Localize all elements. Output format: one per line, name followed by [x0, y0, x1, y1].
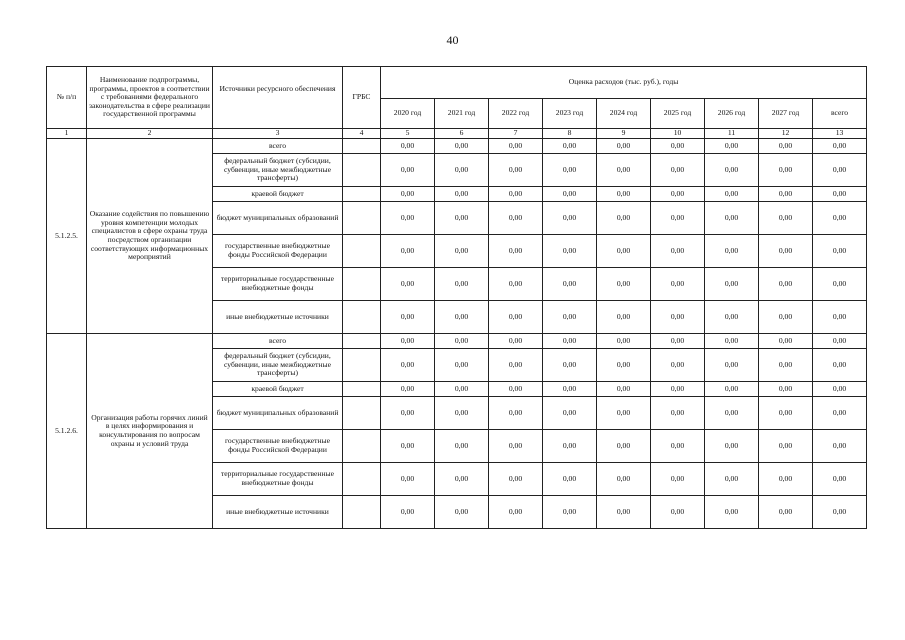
value-cell: 0,00 — [489, 397, 543, 430]
value-cell: 0,00 — [759, 349, 813, 382]
grbs-cell — [343, 202, 381, 235]
value-cell: 0,00 — [813, 382, 867, 397]
value-cell: 0,00 — [597, 268, 651, 301]
value-cell: 0,00 — [489, 382, 543, 397]
source-label: всего — [213, 139, 343, 154]
value-cell: 0,00 — [759, 235, 813, 268]
section-name: Организация работы горячих линий в целях информирования и консультирования по вопросам охраны и условий труда — [87, 334, 213, 529]
grbs-cell — [343, 463, 381, 496]
value-cell: 0,00 — [813, 154, 867, 187]
grbs-cell — [343, 235, 381, 268]
value-cell: 0,00 — [381, 397, 435, 430]
value-cell: 0,00 — [759, 139, 813, 154]
grbs-cell — [343, 382, 381, 397]
value-cell: 0,00 — [543, 139, 597, 154]
value-cell: 0,00 — [489, 334, 543, 349]
source-label: всего — [213, 334, 343, 349]
value-cell: 0,00 — [651, 430, 705, 463]
source-label: краевой бюджет — [213, 382, 343, 397]
value-cell: 0,00 — [543, 154, 597, 187]
value-cell: 0,00 — [381, 139, 435, 154]
header-year: 2025 год — [651, 99, 705, 129]
value-cell: 0,00 — [759, 334, 813, 349]
value-cell: 0,00 — [813, 139, 867, 154]
value-cell: 0,00 — [813, 430, 867, 463]
value-cell: 0,00 — [381, 496, 435, 529]
header-year: 2022 год — [489, 99, 543, 129]
value-cell: 0,00 — [381, 154, 435, 187]
column-index: 7 — [489, 129, 543, 139]
source-label: государственные внебюджетные фонды Российской Федерации — [213, 430, 343, 463]
value-cell: 0,00 — [381, 301, 435, 334]
value-cell: 0,00 — [543, 202, 597, 235]
value-cell: 0,00 — [813, 268, 867, 301]
header-estimate: Оценка расходов (тыс. руб.), годы — [381, 67, 867, 99]
grbs-cell — [343, 334, 381, 349]
value-cell: 0,00 — [597, 349, 651, 382]
value-cell: 0,00 — [435, 235, 489, 268]
source-label: иные внебюджетные источники — [213, 496, 343, 529]
value-cell: 0,00 — [651, 334, 705, 349]
header-year: 2027 год — [759, 99, 813, 129]
column-index: 8 — [543, 129, 597, 139]
value-cell: 0,00 — [489, 202, 543, 235]
value-cell: 0,00 — [651, 463, 705, 496]
value-cell: 0,00 — [705, 334, 759, 349]
value-cell: 0,00 — [435, 268, 489, 301]
value-cell: 0,00 — [489, 496, 543, 529]
value-cell: 0,00 — [813, 349, 867, 382]
value-cell: 0,00 — [705, 397, 759, 430]
column-index: 2 — [87, 129, 213, 139]
grbs-cell — [343, 301, 381, 334]
section-name: Оказание содействия по повышению уровня компетенции молодых специалистов в сфере охраны труда посредством организации соответствующих информационных мероприятий — [87, 139, 213, 334]
source-label: бюджет муниципальных образований — [213, 397, 343, 430]
grbs-cell — [343, 496, 381, 529]
value-cell: 0,00 — [489, 430, 543, 463]
value-cell: 0,00 — [597, 235, 651, 268]
value-cell: 0,00 — [813, 397, 867, 430]
column-index: 12 — [759, 129, 813, 139]
value-cell: 0,00 — [813, 187, 867, 202]
value-cell: 0,00 — [381, 430, 435, 463]
header-year: всего — [813, 99, 867, 129]
grbs-cell — [343, 397, 381, 430]
value-cell: 0,00 — [651, 187, 705, 202]
table-header — [47, 67, 867, 139]
value-cell: 0,00 — [813, 496, 867, 529]
value-cell: 0,00 — [759, 202, 813, 235]
source-label: территориальные государственные внебюджетные фонды — [213, 268, 343, 301]
value-cell: 0,00 — [705, 202, 759, 235]
value-cell: 0,00 — [597, 463, 651, 496]
grbs-cell — [343, 187, 381, 202]
column-index: 3 — [213, 129, 343, 139]
value-cell: 0,00 — [705, 349, 759, 382]
value-cell: 0,00 — [705, 154, 759, 187]
value-cell: 0,00 — [489, 301, 543, 334]
column-index: 6 — [435, 129, 489, 139]
value-cell: 0,00 — [597, 334, 651, 349]
value-cell: 0,00 — [597, 139, 651, 154]
value-cell: 0,00 — [705, 139, 759, 154]
value-cell: 0,00 — [381, 187, 435, 202]
table-body — [47, 139, 867, 529]
value-cell: 0,00 — [597, 301, 651, 334]
value-cell: 0,00 — [597, 187, 651, 202]
value-cell: 0,00 — [381, 349, 435, 382]
header-year: 2024 год — [597, 99, 651, 129]
value-cell: 0,00 — [543, 187, 597, 202]
value-cell: 0,00 — [651, 202, 705, 235]
value-cell: 0,00 — [651, 154, 705, 187]
value-cell: 0,00 — [489, 268, 543, 301]
value-cell: 0,00 — [813, 202, 867, 235]
column-index: 4 — [343, 129, 381, 139]
source-label: государственные внебюджетные фонды Российской Федерации — [213, 235, 343, 268]
value-cell: 0,00 — [543, 334, 597, 349]
value-cell: 0,00 — [705, 430, 759, 463]
budget-table — [46, 66, 867, 529]
value-cell: 0,00 — [543, 349, 597, 382]
header-year: 2021 год — [435, 99, 489, 129]
section-code: 5.1.2.6. — [47, 334, 87, 529]
header-year: 2026 год — [705, 99, 759, 129]
value-cell: 0,00 — [381, 202, 435, 235]
value-cell: 0,00 — [381, 235, 435, 268]
value-cell: 0,00 — [489, 235, 543, 268]
value-cell: 0,00 — [543, 382, 597, 397]
header-grbs: ГРБС — [343, 67, 381, 129]
value-cell: 0,00 — [597, 496, 651, 529]
table-row — [47, 139, 867, 154]
value-cell: 0,00 — [651, 301, 705, 334]
source-label: федеральный бюджет (субсидии, субвенции, иные межбюджетные трансферты) — [213, 154, 343, 187]
value-cell: 0,00 — [759, 463, 813, 496]
value-cell: 0,00 — [435, 496, 489, 529]
value-cell: 0,00 — [435, 334, 489, 349]
source-label: федеральный бюджет (субсидии, субвенции, иные межбюджетные трансферты) — [213, 349, 343, 382]
value-cell: 0,00 — [705, 187, 759, 202]
value-cell: 0,00 — [543, 463, 597, 496]
value-cell: 0,00 — [435, 349, 489, 382]
table-row — [47, 334, 867, 349]
value-cell: 0,00 — [435, 202, 489, 235]
value-cell: 0,00 — [813, 301, 867, 334]
value-cell: 0,00 — [705, 496, 759, 529]
column-index: 1 — [47, 129, 87, 139]
value-cell: 0,00 — [543, 301, 597, 334]
grbs-cell — [343, 349, 381, 382]
source-label: краевой бюджет — [213, 187, 343, 202]
value-cell: 0,00 — [597, 382, 651, 397]
value-cell: 0,00 — [543, 268, 597, 301]
value-cell: 0,00 — [651, 349, 705, 382]
value-cell: 0,00 — [435, 463, 489, 496]
value-cell: 0,00 — [705, 382, 759, 397]
value-cell: 0,00 — [381, 382, 435, 397]
value-cell: 0,00 — [759, 187, 813, 202]
section-code: 5.1.2.5. — [47, 139, 87, 334]
grbs-cell — [343, 154, 381, 187]
value-cell: 0,00 — [759, 496, 813, 529]
value-cell: 0,00 — [759, 430, 813, 463]
value-cell: 0,00 — [651, 268, 705, 301]
value-cell: 0,00 — [759, 382, 813, 397]
value-cell: 0,00 — [543, 496, 597, 529]
value-cell: 0,00 — [543, 430, 597, 463]
value-cell: 0,00 — [759, 301, 813, 334]
value-cell: 0,00 — [435, 139, 489, 154]
value-cell: 0,00 — [435, 301, 489, 334]
value-cell: 0,00 — [705, 235, 759, 268]
value-cell: 0,00 — [435, 430, 489, 463]
value-cell: 0,00 — [651, 235, 705, 268]
value-cell: 0,00 — [651, 496, 705, 529]
value-cell: 0,00 — [705, 463, 759, 496]
value-cell: 0,00 — [543, 397, 597, 430]
value-cell: 0,00 — [381, 334, 435, 349]
header-no: № п/п — [47, 67, 87, 129]
value-cell: 0,00 — [435, 154, 489, 187]
header-source: Источники ресурсного обеспечения — [213, 67, 343, 129]
value-cell: 0,00 — [651, 139, 705, 154]
value-cell: 0,00 — [597, 154, 651, 187]
column-index: 5 — [381, 129, 435, 139]
column-index: 13 — [813, 129, 867, 139]
value-cell: 0,00 — [489, 349, 543, 382]
value-cell: 0,00 — [705, 301, 759, 334]
value-cell: 0,00 — [759, 154, 813, 187]
value-cell: 0,00 — [597, 397, 651, 430]
grbs-cell — [343, 268, 381, 301]
value-cell: 0,00 — [435, 187, 489, 202]
value-cell: 0,00 — [597, 430, 651, 463]
value-cell: 0,00 — [759, 268, 813, 301]
value-cell: 0,00 — [813, 235, 867, 268]
value-cell: 0,00 — [651, 382, 705, 397]
value-cell: 0,00 — [435, 382, 489, 397]
value-cell: 0,00 — [651, 397, 705, 430]
value-cell: 0,00 — [759, 397, 813, 430]
value-cell: 0,00 — [705, 268, 759, 301]
value-cell: 0,00 — [597, 202, 651, 235]
source-label: бюджет муниципальных образований — [213, 202, 343, 235]
source-label: территориальные государственные внебюджетные фонды — [213, 463, 343, 496]
grbs-cell — [343, 430, 381, 463]
value-cell: 0,00 — [489, 139, 543, 154]
source-label: иные внебюджетные источники — [213, 301, 343, 334]
column-index: 11 — [705, 129, 759, 139]
column-index: 9 — [597, 129, 651, 139]
header-year: 2020 год — [381, 99, 435, 129]
value-cell: 0,00 — [489, 154, 543, 187]
value-cell: 0,00 — [489, 463, 543, 496]
value-cell: 0,00 — [813, 463, 867, 496]
grbs-cell — [343, 139, 381, 154]
value-cell: 0,00 — [435, 397, 489, 430]
value-cell: 0,00 — [381, 268, 435, 301]
value-cell: 0,00 — [813, 334, 867, 349]
header-name: Наименование подпрограммы, программы, проектов в соответствии с требованиями федерального законодательства в сфере реализации государственной программы — [87, 67, 213, 129]
column-index: 10 — [651, 129, 705, 139]
value-cell: 0,00 — [543, 235, 597, 268]
value-cell: 0,00 — [489, 187, 543, 202]
page-number: 40 — [446, 33, 459, 47]
value-cell: 0,00 — [381, 463, 435, 496]
header-year: 2023 год — [543, 99, 597, 129]
